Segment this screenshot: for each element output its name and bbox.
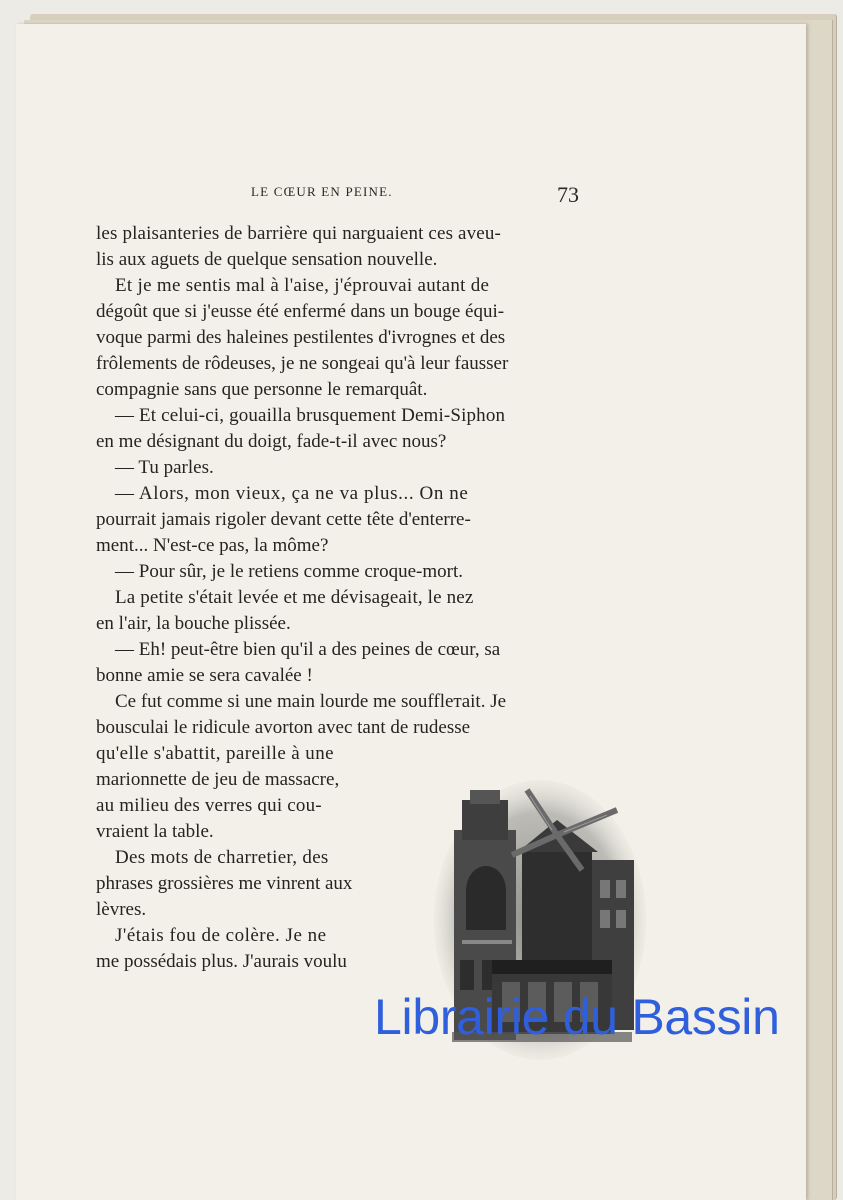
text-line: — Alors, mon vieux, ça ne va plus... On ne	[115, 483, 469, 504]
text-line: lis aux aguets de quelque sensation nouvelle.	[96, 249, 438, 270]
text-line: en me désignant du doigt, fade-t-il avec nous?	[96, 431, 447, 452]
text-line: — Pour sûr, je le retiens comme croque-mort.	[115, 561, 464, 582]
text-line: — Eh! peut-être bien qu'il a des peines de cœur, sa	[115, 639, 501, 660]
text-line: en l'air, la bouche plissée.	[96, 613, 291, 634]
text-line: — Tu parles.	[115, 457, 214, 478]
text-line: pourrait jamais rigoler devant cette tête d'enterre-	[96, 509, 471, 530]
text-line: ment... N'est-ce pas, la môme?	[96, 535, 329, 556]
watermark: Librairie du Bassin	[374, 989, 780, 1045]
text-line: Ce fut comme si une main lourde me soufflетait. Je	[115, 691, 507, 712]
text-line: me possédais plus. J'aurais voulu	[96, 951, 347, 972]
text-line: Et je me sentis mal à l'aise, j'éprouvai autant de	[115, 275, 490, 296]
text-line: frôlements de rôdeuses, je ne songeai qu'à leur fausser	[96, 353, 509, 374]
text-line: lèvres.	[96, 899, 147, 920]
text-line: qu'elle s'abattit, pareille à une	[96, 743, 334, 764]
text-line: — Et celui-ci, gouailla brusquement Demi-Siphon	[115, 405, 506, 426]
text-line: dégoût que si j'eusse été enfermé dans un bouge équi-	[96, 301, 505, 322]
text-line: bonne amie se sera cavalée !	[96, 665, 313, 686]
page-number: 73	[557, 182, 579, 207]
text-line: marionnette de jeu de massacre,	[96, 769, 340, 790]
text-line: voque parmi des haleines pestilentes d'ivrognes et des	[96, 327, 506, 348]
running-title: LE CŒUR EN PEINE.	[251, 184, 393, 199]
text-line: vraient la table.	[96, 821, 214, 842]
text-line: au milieu des verres qui cou-	[96, 795, 322, 816]
text-line: les plaisanteries de barrière qui narguaient ces aveu-	[96, 223, 501, 244]
text-line: La petite s'était levée et me dévisageait, le nez	[115, 587, 474, 608]
text-line: bousculai le ridicule avorton avec tant de rudesse	[96, 717, 471, 738]
text-line: Des mots de charretier, des	[115, 847, 329, 868]
text-line: phrases grossières me vinrent aux	[96, 873, 353, 894]
text-line: J'étais fou de colère. Je ne	[115, 925, 327, 946]
text-line: compagnie sans que personne le remarquât.	[96, 379, 428, 400]
